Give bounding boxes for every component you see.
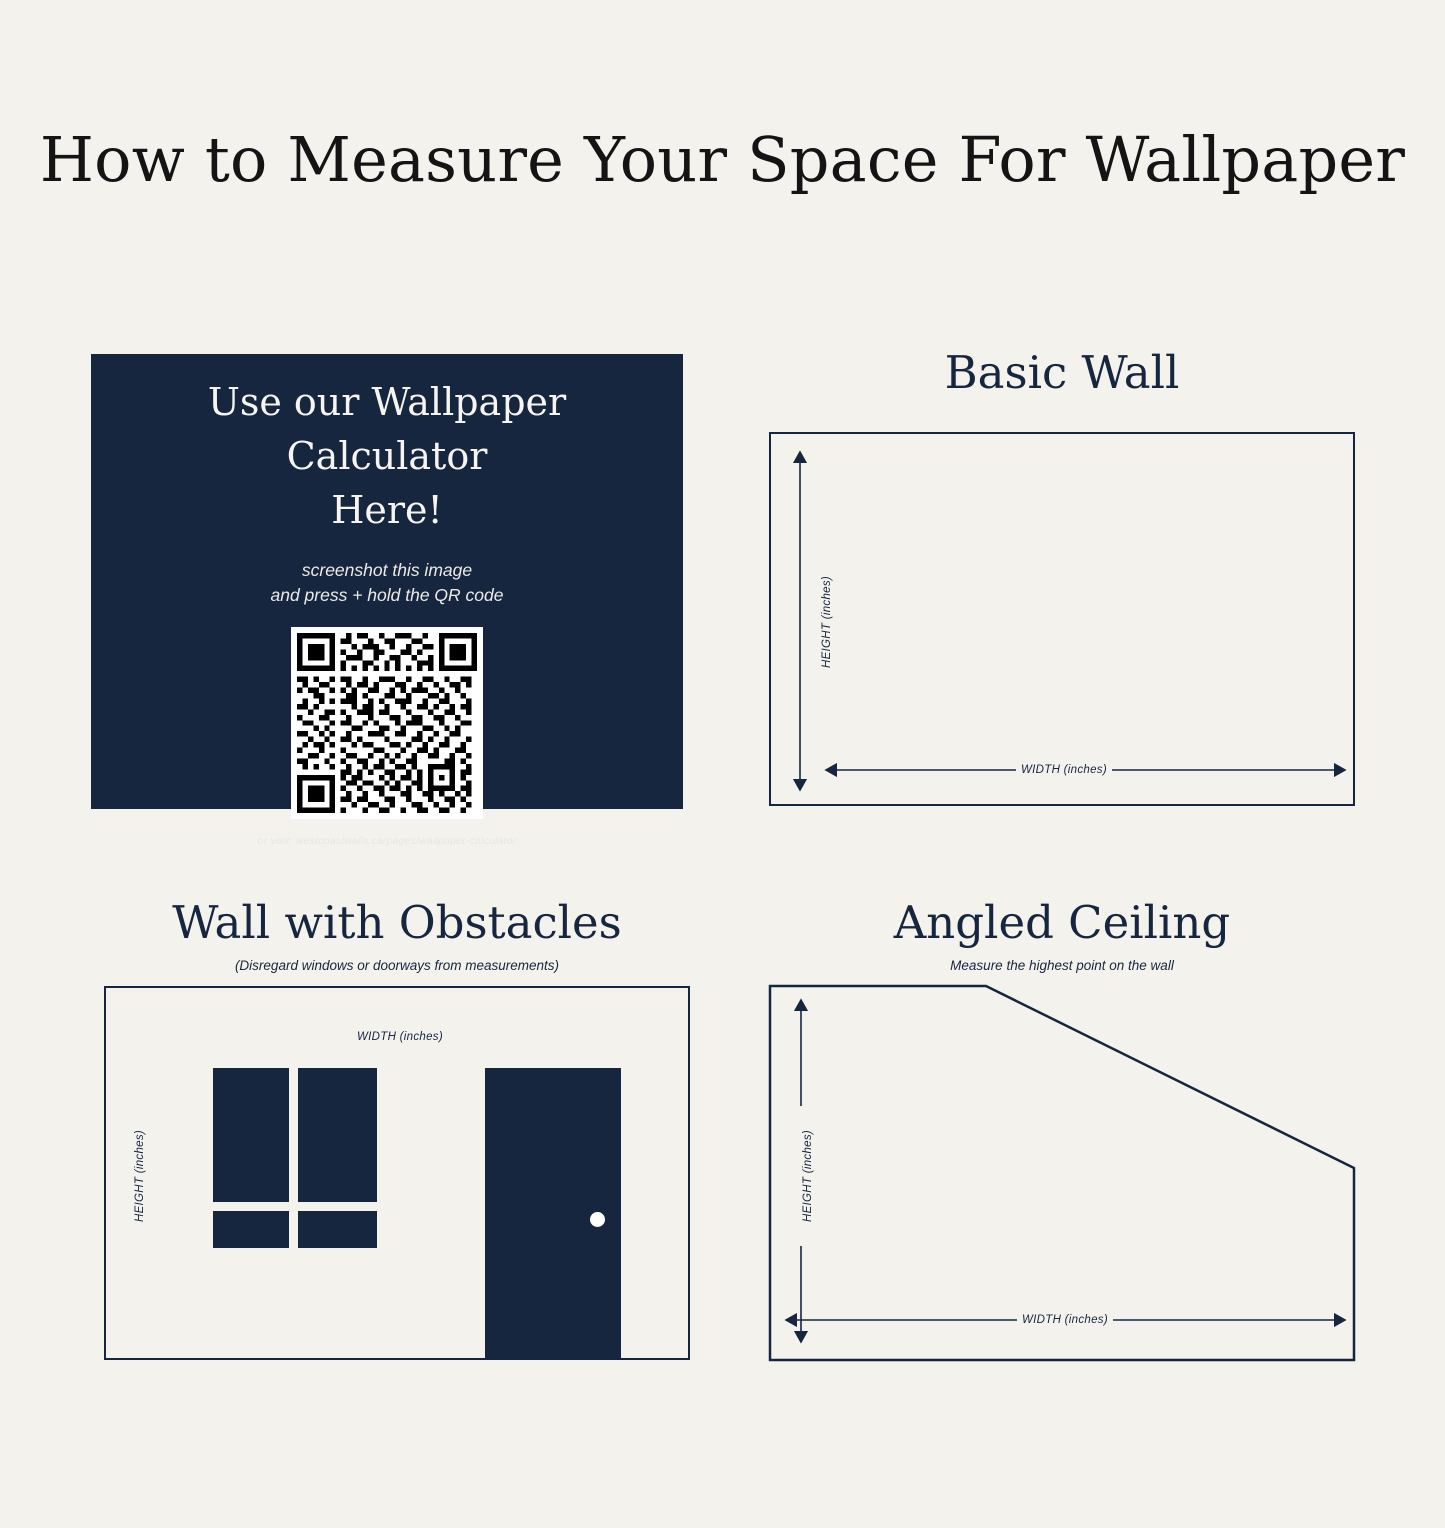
- calculator-instructions: [91, 558, 683, 609]
- angled-ceiling-width-label: WIDTH (inches): [1017, 1312, 1113, 1328]
- instruction-line-1: screenshot this image: [301, 559, 473, 580]
- angled-ceiling-subtitle: Measure the highest point on the wall: [950, 958, 1174, 973]
- page-title: How to Measure Your Space For Wallpaper: [39, 123, 1406, 196]
- angled-ceiling-title: Angled Ceiling: [893, 896, 1231, 949]
- calculator-heading: [91, 376, 683, 538]
- basic-wall-width-label: WIDTH (inches): [1016, 762, 1112, 778]
- qr-code-icon[interactable]: [291, 627, 483, 819]
- basic-wall-title: Basic Wall: [944, 346, 1180, 399]
- window-mullion-horizontal: [213, 1202, 377, 1211]
- wall-with-obstacles-title: Wall with Obstacles: [172, 896, 622, 949]
- wall-with-obstacles-subtitle: (Disregard windows or doorways from measurements): [234, 958, 560, 973]
- instruction-line-2: and press + hold the QR code: [270, 585, 504, 606]
- calculator-heading-line-1: Use our Wallpaper: [207, 380, 567, 424]
- wallpaper-calculator-panel[interactable]: [91, 354, 683, 847]
- wall-with-obstacles-width-label: WIDTH (inches): [352, 1029, 448, 1045]
- calculator-heading-line-3: Here!: [331, 487, 443, 532]
- calculator-url-text: or visit: westcoastwalls.ca/pages/wallpaper-calculator: [257, 834, 517, 847]
- door-shape: [485, 1068, 621, 1360]
- window-mullion-vertical: [289, 1068, 298, 1248]
- basic-wall-height-label: HEIGHT (inches): [819, 552, 835, 692]
- door-knob-icon: [590, 1212, 605, 1227]
- wall-with-obstacles-height-label: HEIGHT (inches): [132, 1106, 148, 1246]
- angled-ceiling-height-label: HEIGHT (inches): [800, 1106, 816, 1246]
- basic-wall-diagram: [769, 432, 1355, 806]
- window-shape: [213, 1068, 377, 1248]
- calculator-heading-line-2: Calculator: [286, 433, 488, 478]
